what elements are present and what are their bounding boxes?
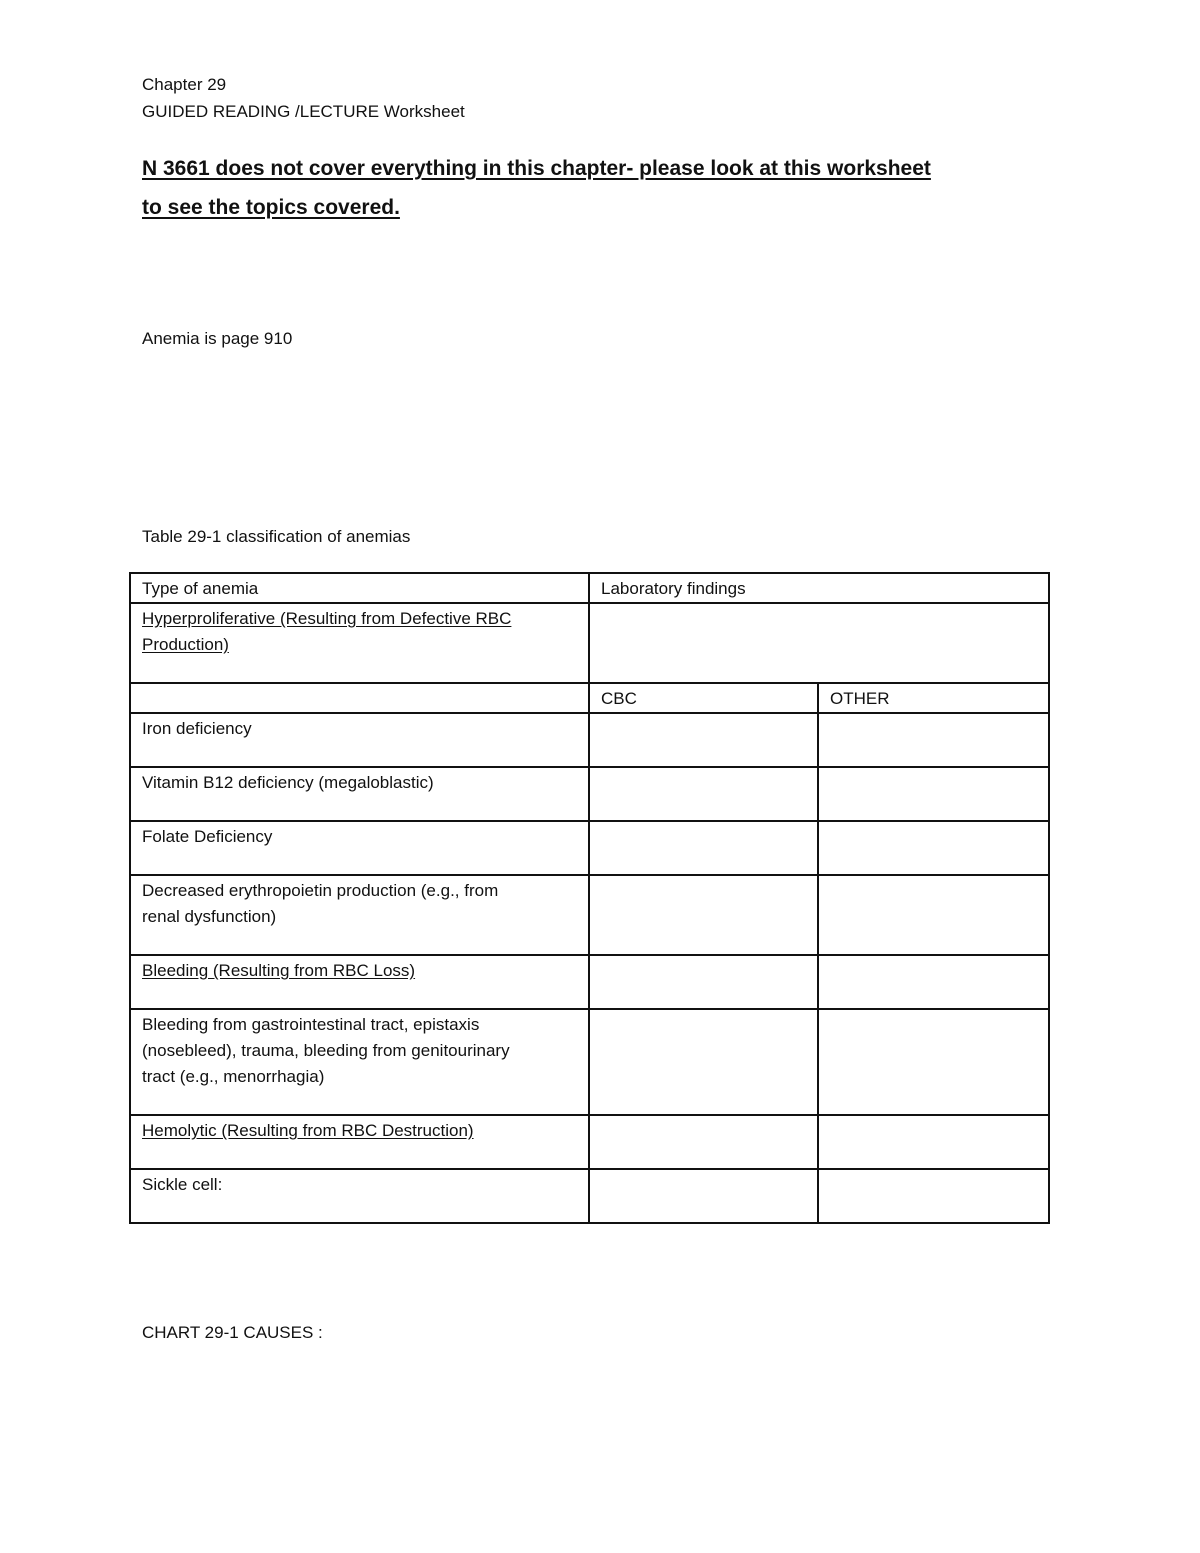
section-hemolytic-label: Hemolytic (Resulting from RBC Destruction)	[142, 1121, 474, 1140]
section-bleeding	[130, 955, 589, 1009]
subheader-cbc: CBC	[589, 683, 818, 713]
other-cell-bleeding-sources[interactable]	[818, 1009, 1049, 1115]
coverage-notice	[142, 149, 1072, 227]
other-cell-hemolytic-section[interactable]	[818, 1115, 1049, 1169]
cbc-cell-bleeding-sources[interactable]	[589, 1009, 818, 1115]
section-hyperproliferative-line-1: Hyperproliferative (Resulting from Defective RBC	[142, 609, 512, 628]
row-label-decreased-erythropoietin-line-2: renal dysfunction)	[142, 907, 277, 926]
table-header-row	[130, 573, 1049, 603]
row-label-folate-deficiency: Folate Deficiency	[130, 821, 589, 875]
chart-caption: CHART 29-1 CAUSES :	[142, 1323, 323, 1342]
table-row	[130, 713, 1049, 767]
table-row	[130, 1169, 1049, 1223]
cbc-cell-hemolytic-section[interactable]	[589, 1115, 818, 1169]
other-cell-sickle-cell[interactable]	[818, 1169, 1049, 1223]
table-row	[130, 1115, 1049, 1169]
table-row	[130, 1009, 1049, 1115]
table-caption: Table 29-1 classification of anemias	[142, 527, 411, 546]
cbc-cell-sickle-cell[interactable]	[589, 1169, 818, 1223]
table-row	[130, 821, 1049, 875]
row-label-bleeding-sources-line-2: (nosebleed), trauma, bleeding from genitourinary	[142, 1041, 510, 1060]
other-cell-folate-deficiency[interactable]	[818, 821, 1049, 875]
worksheet-subtitle: GUIDED READING /LECTURE Worksheet	[142, 102, 465, 121]
cbc-cell-b12-deficiency[interactable]	[589, 767, 818, 821]
row-label-decreased-erythropoietin-line-1: Decreased erythropoietin production (e.g., from	[142, 881, 499, 900]
anemia-page-note: Anemia is page 910	[142, 329, 293, 348]
subheader-other: OTHER	[818, 683, 1049, 713]
table-row	[130, 955, 1049, 1009]
coverage-notice-line-2: to see the topics covered.	[142, 196, 400, 219]
section-hemolytic	[130, 1115, 589, 1169]
findings-cell-hyperproliferative[interactable]	[589, 603, 1049, 683]
row-label-iron-deficiency: Iron deficiency	[130, 713, 589, 767]
cbc-cell-iron-deficiency[interactable]	[589, 713, 818, 767]
cbc-cell-folate-deficiency[interactable]	[589, 821, 818, 875]
section-bleeding-label: Bleeding (Resulting from RBC Loss)	[142, 961, 416, 980]
coverage-notice-line-1: N 3661 does not cover everything in this chapter- please look at this worksheet	[142, 157, 931, 180]
other-cell-b12-deficiency[interactable]	[818, 767, 1049, 821]
row-label-bleeding-sources	[130, 1009, 589, 1115]
subheader-blank-cell	[130, 683, 589, 713]
table-row	[130, 603, 1049, 683]
table-subheader-row	[130, 683, 1049, 713]
other-cell-bleeding-section[interactable]	[818, 955, 1049, 1009]
cbc-cell-bleeding-section[interactable]	[589, 955, 818, 1009]
row-label-sickle-cell: Sickle cell:	[130, 1169, 589, 1223]
row-label-bleeding-sources-line-3: tract (e.g., menorrhagia)	[142, 1067, 325, 1086]
table-row	[130, 767, 1049, 821]
row-label-decreased-erythropoietin	[130, 875, 589, 955]
row-label-bleeding-sources-line-1: Bleeding from gastrointestinal tract, epistaxis	[142, 1015, 480, 1034]
header-laboratory-findings: Laboratory findings	[589, 573, 1049, 603]
other-cell-decreased-erythropoietin[interactable]	[818, 875, 1049, 955]
header-type-of-anemia: Type of anemia	[130, 573, 589, 603]
section-hyperproliferative-line-2: Production)	[142, 635, 229, 654]
table-row	[130, 875, 1049, 955]
other-cell-iron-deficiency[interactable]	[818, 713, 1049, 767]
row-label-b12-deficiency: Vitamin B12 deficiency (megaloblastic)	[130, 767, 589, 821]
cbc-cell-decreased-erythropoietin[interactable]	[589, 875, 818, 955]
chapter-label: Chapter 29	[142, 75, 227, 94]
anemia-classification-table	[129, 572, 1050, 1224]
section-hyperproliferative	[130, 603, 589, 683]
